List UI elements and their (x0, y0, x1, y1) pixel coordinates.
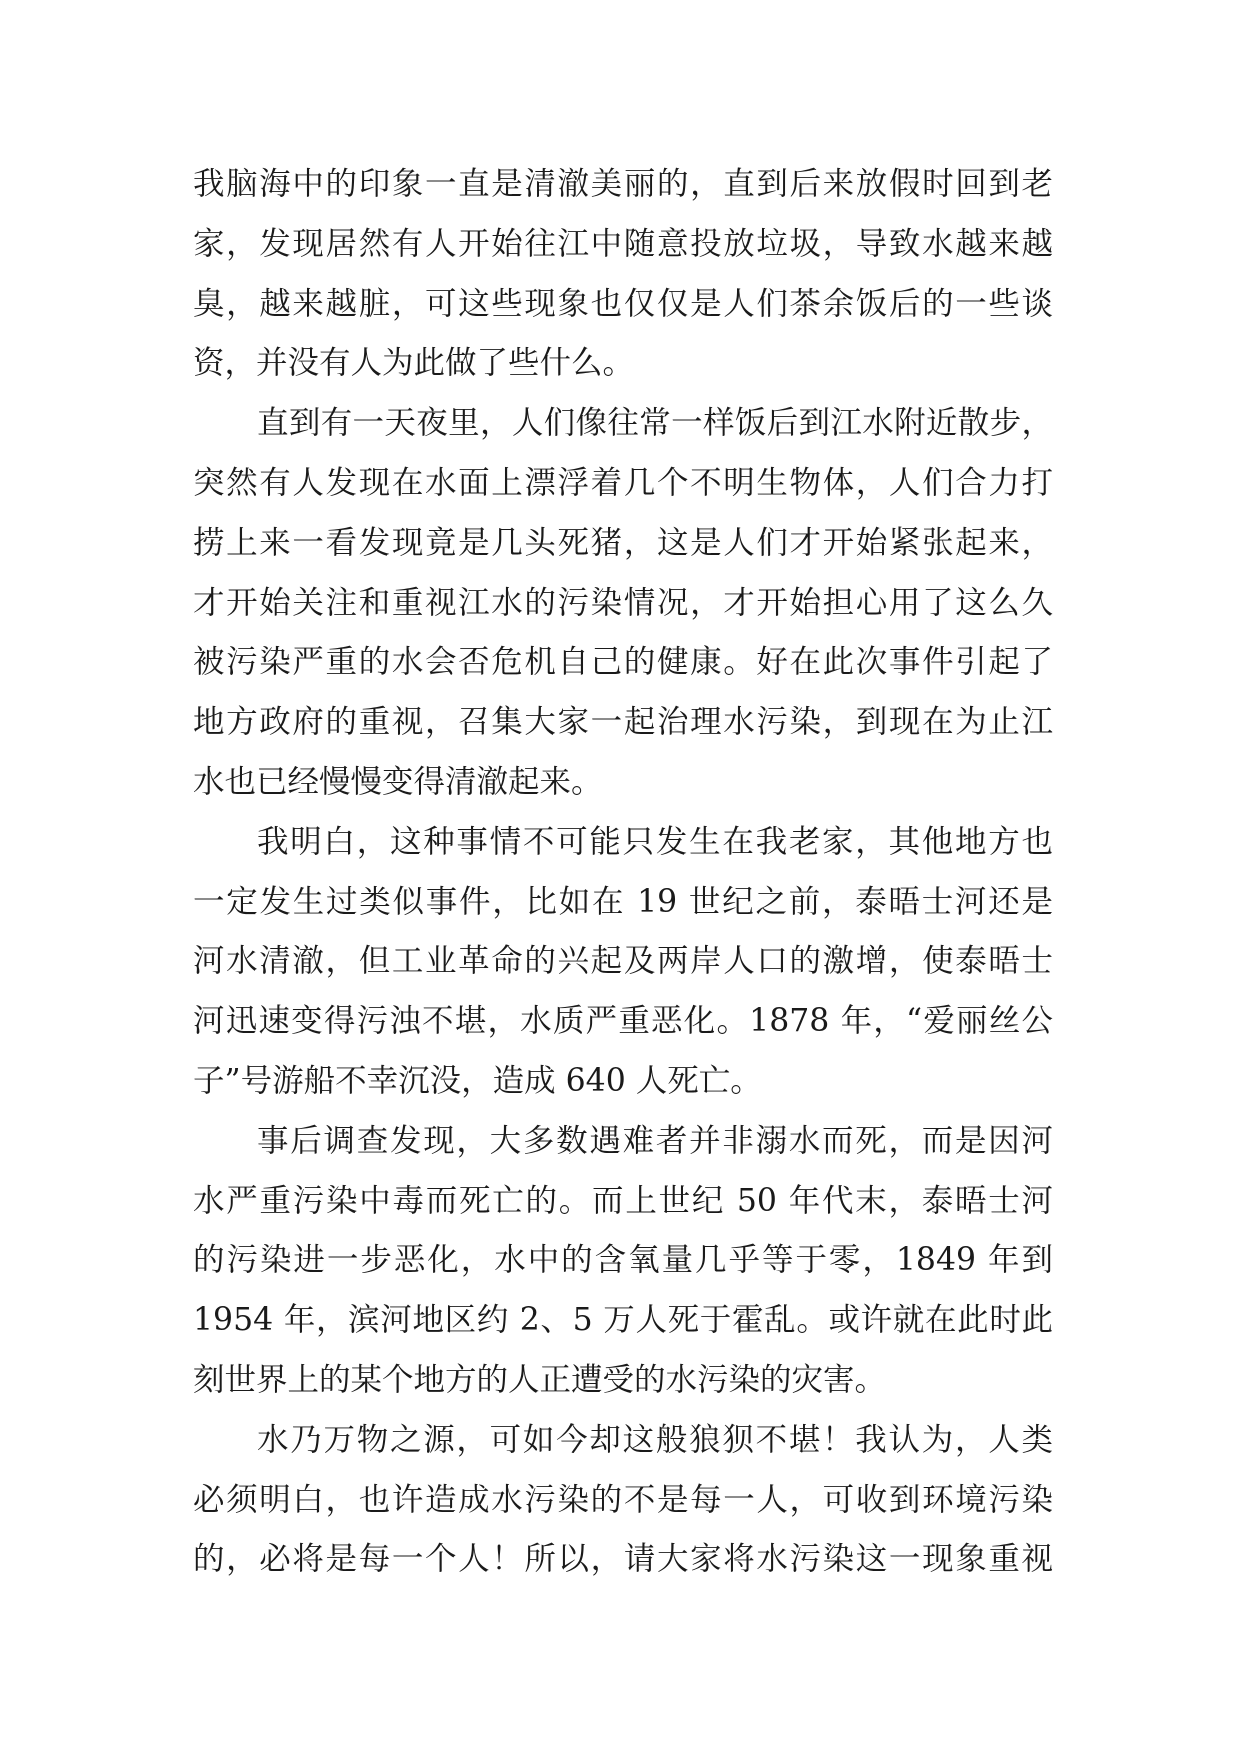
text-line: 突然有人发现在水面上漂浮着几个不明生物体，人们合力打 (193, 464, 1053, 501)
document-body (193, 155, 1053, 1590)
text-line: 臭，越来越脏，可这些现象也仅仅是人们茶余饭后的一些谈 (193, 285, 1053, 322)
paragraph-first-line: 直到有一天夜里，人们像往常一样饭后到江水附近散步， (257, 405, 1053, 442)
paragraph-first-line: 水乃万物之源，可如今却这般狼狈不堪！我认为，人类 (257, 1421, 1053, 1458)
text-line: 子”号游船不幸沉没，造成 640 人死亡。 (193, 1062, 762, 1099)
text-line: 河水清澈，但工业革命的兴起及两岸人口的激增，使泰晤士 (193, 943, 1053, 980)
text-line: 刻世界上的某个地方的人正遭受的水污染的灾害。 (193, 1361, 887, 1398)
text-line: 水也已经慢慢变得清澈起来。 (193, 763, 603, 800)
text-line: 地方政府的重视，召集大家一起治理水污染，到现在为止江 (193, 704, 1053, 741)
text-line: 的污染进一步恶化，水中的含氧量几乎等于零，1849 年到 (193, 1242, 1053, 1279)
text-line: 河迅速变得污浊不堪，水质严重恶化。1878 年，“爱丽丝公 (193, 1003, 1053, 1040)
text-line: 的，必将是每一个人！所以，请大家将水污染这一现象重视 (193, 1541, 1053, 1578)
text-line: 才开始关注和重视江水的污染情况，才开始担心用了这么久 (193, 584, 1053, 621)
text-line: 资，并没有人为此做了些什么。 (193, 345, 635, 382)
text-line: 家，发现居然有人开始往江中随意投放垃圾，导致水越来越 (193, 225, 1053, 262)
text-line: 1954 年，滨河地区约 2、5 万人死于霍乱。或许就在此时此 (193, 1302, 1053, 1339)
text-line: 被污染严重的水会否危机自己的健康。好在此次事件引起了 (193, 644, 1053, 681)
text-line: 一定发生过类似事件，比如在 19 世纪之前，泰晤士河还是 (193, 883, 1053, 920)
text-line: 水严重污染中毒而死亡的。而上世纪 50 年代末，泰晤士河 (193, 1182, 1053, 1219)
text-line: 必须明白，也许造成水污染的不是每一人，可收到环境污染 (193, 1481, 1053, 1518)
text-line: 我脑海中的印象一直是清澈美丽的，直到后来放假时回到老 (193, 166, 1053, 202)
paragraph-first-line: 我明白，这种事情不可能只发生在我老家，其他地方也 (257, 823, 1053, 860)
text-line: 捞上来一看发现竟是几头死猪，这是人们才开始紧张起来， (193, 524, 1053, 561)
paragraph-first-line: 事后调查发现，大多数遇难者并非溺水而死，而是因河 (257, 1122, 1053, 1159)
